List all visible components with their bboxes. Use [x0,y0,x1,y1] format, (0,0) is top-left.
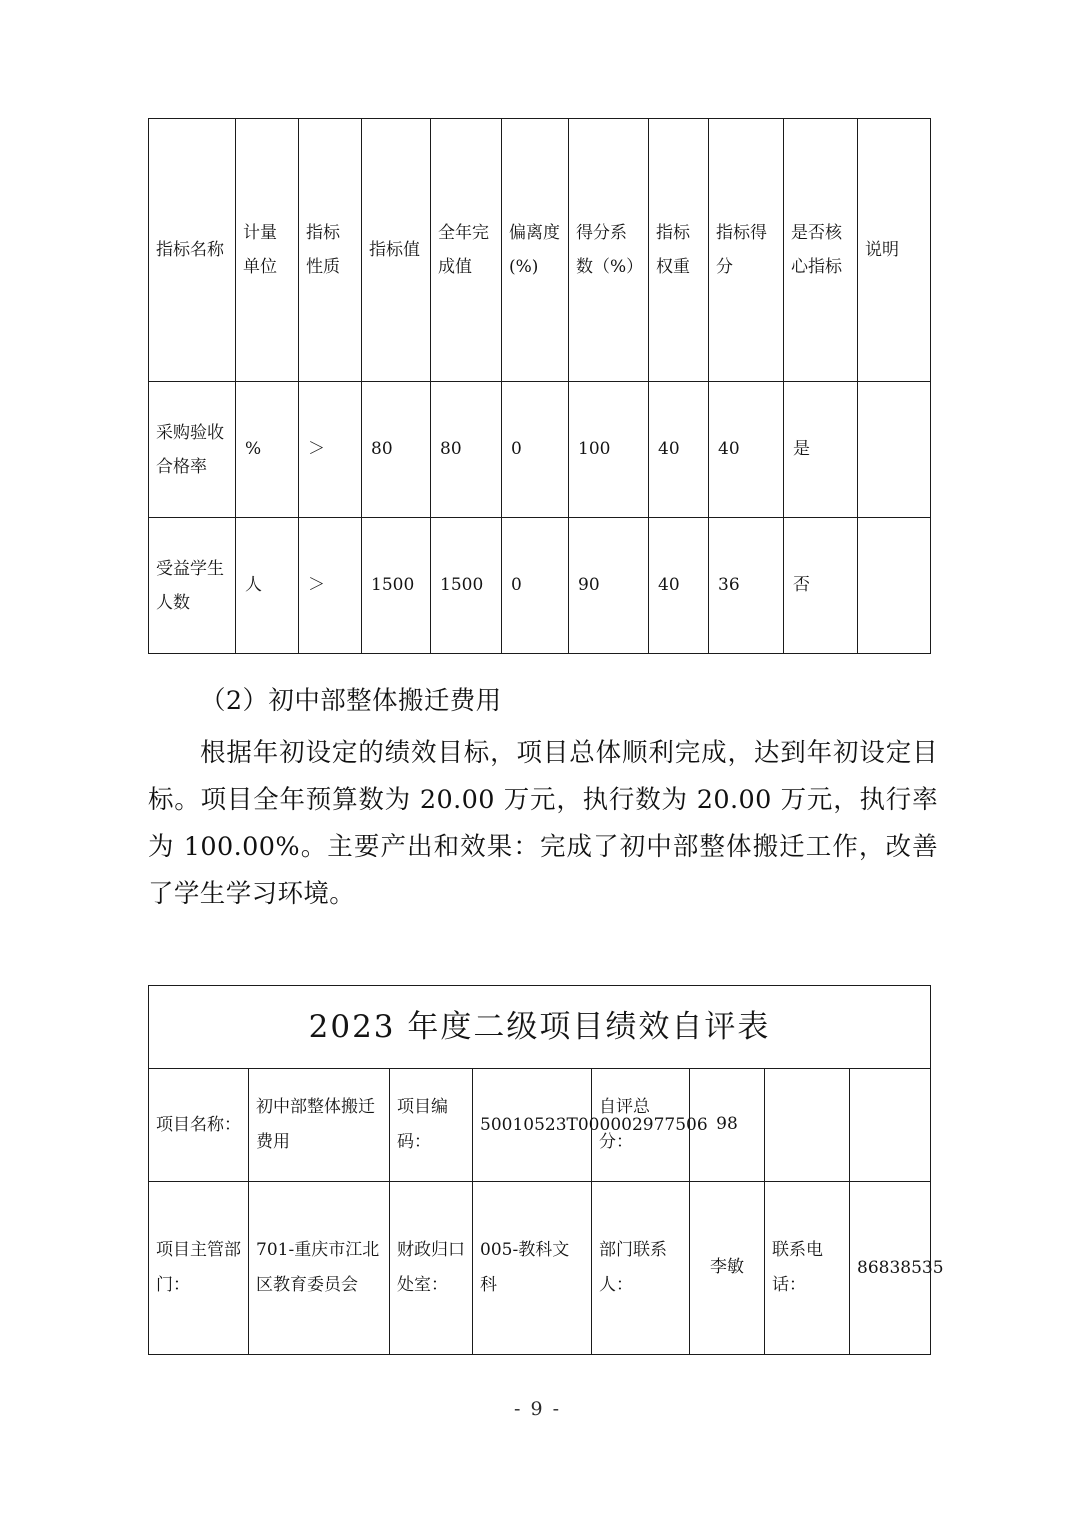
cell-actual-value: 80 [431,382,502,518]
table-row-department-info [149,1182,931,1355]
cell-weight: 40 [649,382,709,518]
cell-target-value: 1500 [362,518,431,654]
table-row-project-info [149,1069,931,1182]
value-self-eval-score: 98 [690,1069,765,1182]
value-contact-person: 李敏 [690,1182,765,1355]
cell-nature: ＞ [299,518,362,654]
cell-unit: % [236,382,299,518]
table-header-row [149,119,931,382]
cell-is-core: 是 [784,382,858,518]
cell-actual-value: 1500 [431,518,502,654]
cell-score-coefficient: 100 [569,382,649,518]
cell-score: 36 [709,518,784,654]
header-target-value: 指标值 [362,119,431,382]
cell-empty-2 [850,1069,931,1182]
indicator-performance-table [148,118,931,654]
label-supervising-department: 项目主管部门： [149,1182,249,1355]
cell-weight: 40 [649,518,709,654]
header-nature: 指标性质 [299,119,362,382]
cell-is-core: 否 [784,518,858,654]
value-project-name: 初中部整体搬迁费用 [249,1069,390,1182]
value-fiscal-office: 005-教科文科 [473,1182,592,1355]
header-deviation: 偏离度(%) [502,119,569,382]
value-contact-phone: 86838535 [850,1182,931,1355]
label-self-eval-score: 自评总分： [592,1069,690,1182]
table-row [149,382,931,518]
header-unit: 计量单位 [236,119,299,382]
header-note: 说明 [858,119,931,382]
cell-target-value: 80 [362,382,431,518]
header-score-coefficient: 得分系数（%） [569,119,649,382]
section-heading: （2）初中部整体搬迁费用 [200,686,502,716]
value-supervising-department: 701-重庆市江北区教育委员会 [249,1182,390,1355]
header-score: 指标得分 [709,119,784,382]
cell-nature: ＞ [299,382,362,518]
cell-deviation: 0 [502,518,569,654]
label-project-name: 项目名称： [149,1069,249,1182]
label-project-code: 项目编码： [390,1069,473,1182]
table-row [149,518,931,654]
cell-note [858,382,931,518]
cell-unit: 人 [236,518,299,654]
table-title: 2023 年度二级项目绩效自评表 [149,986,931,1069]
section-body-paragraph: 根据年初设定的绩效目标，项目总体顺利完成，达到年初设定目标。项目全年预算数为 20.00 万元，执行数为 20.00 万元，执行率为 100.00%。主要产出和效果：完成了初中部整体搬迁工作，改善了学生学习环境。 [148,738,938,909]
table-title-row [149,986,931,1069]
header-actual-value: 全年完成值 [431,119,502,382]
cell-deviation: 0 [502,382,569,518]
label-contact-person: 部门联系人： [592,1182,690,1355]
self-evaluation-table [148,985,944,1355]
header-weight: 指标权重 [649,119,709,382]
cell-note [858,518,931,654]
header-indicator-name: 指标名称 [149,119,236,382]
cell-score: 40 [709,382,784,518]
label-contact-phone: 联系电话： [765,1182,850,1355]
page-number: - 9 - [513,1398,561,1420]
cell-indicator-name: 采购验收合格率 [149,382,236,518]
value-project-code: 50010523T000002977506 [473,1069,592,1182]
header-is-core: 是否核心指标 [784,119,858,382]
cell-indicator-name: 受益学生人数 [149,518,236,654]
cell-empty-1 [765,1069,850,1182]
cell-score-coefficient: 90 [569,518,649,654]
label-fiscal-office: 财政归口处室： [390,1182,473,1355]
